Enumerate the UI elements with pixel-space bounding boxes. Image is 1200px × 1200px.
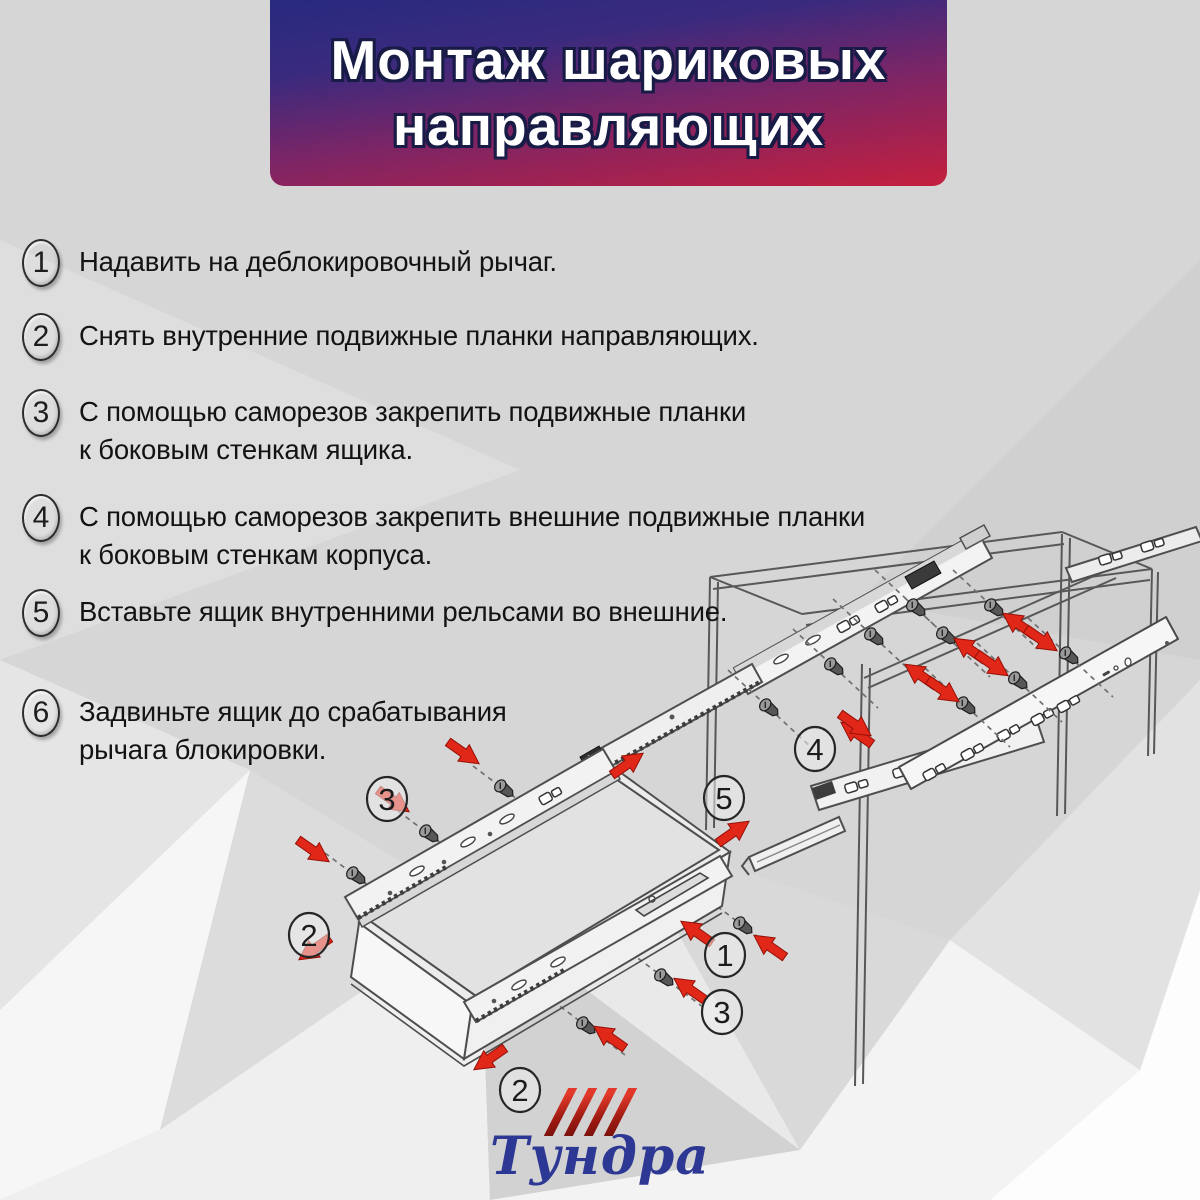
step-1	[22, 243, 557, 287]
step-5-text: Вставьте ящик внутренними рельсами во внешние.	[79, 596, 728, 627]
callout-2-left	[289, 913, 329, 957]
cabinet-frame	[706, 532, 1158, 1086]
step-5-number-badge: 5	[22, 589, 60, 637]
svg-text:1: 1	[716, 938, 734, 973]
callout-2-bottom	[500, 1068, 540, 1112]
step-2-number-badge: 2	[22, 313, 60, 361]
callout-1	[705, 933, 745, 977]
step-1-number-badge: 1	[22, 239, 60, 287]
step-6-text-line2: рычага блокировки.	[79, 734, 327, 765]
callout-4	[795, 727, 835, 771]
step-3-text-line2: к боковым стенкам ящика.	[79, 434, 413, 465]
step-4-number-badge: 4	[22, 494, 60, 542]
svg-text:2: 2	[511, 1073, 529, 1108]
title-banner	[270, 0, 947, 186]
svg-text:3: 3	[378, 782, 396, 817]
step-4-text-line2: к боковым стенкам корпуса.	[79, 539, 433, 570]
step-6-text: Задвиньте ящик до срабатывания	[79, 696, 507, 727]
step-1-text: Надавить на деблокировочный рычаг.	[79, 246, 557, 277]
step-5	[22, 593, 727, 637]
svg-text:4: 4	[806, 732, 824, 767]
step-2-text: Снять внутренние подвижные планки направляющих.	[79, 320, 759, 351]
step-3	[22, 393, 746, 469]
step-4	[22, 498, 865, 574]
cabinet-right-upper-rail	[1066, 527, 1200, 582]
callout-3-right	[702, 990, 742, 1034]
callout-3-left	[367, 777, 407, 821]
step-6	[22, 693, 507, 769]
svg-text:5: 5	[715, 781, 733, 816]
inner-rail-piece	[742, 817, 845, 875]
step-2	[22, 317, 759, 361]
svg-text:2: 2	[300, 918, 318, 953]
step-3-text: С помощью саморезов закрепить подвижные планки	[79, 396, 747, 427]
step-6-number-badge: 6	[22, 689, 60, 737]
step-4-text: С помощью саморезов закрепить внешние подвижные планки	[79, 501, 866, 532]
step-3-number-badge: 3	[22, 389, 60, 437]
page-title-line1: Монтаж шариковых	[330, 29, 887, 91]
page-title-line2: направляющих	[392, 95, 825, 157]
callout-5	[704, 776, 744, 820]
brand-logo-text: Тундра	[490, 1126, 710, 1187]
svg-text:3: 3	[713, 995, 731, 1030]
